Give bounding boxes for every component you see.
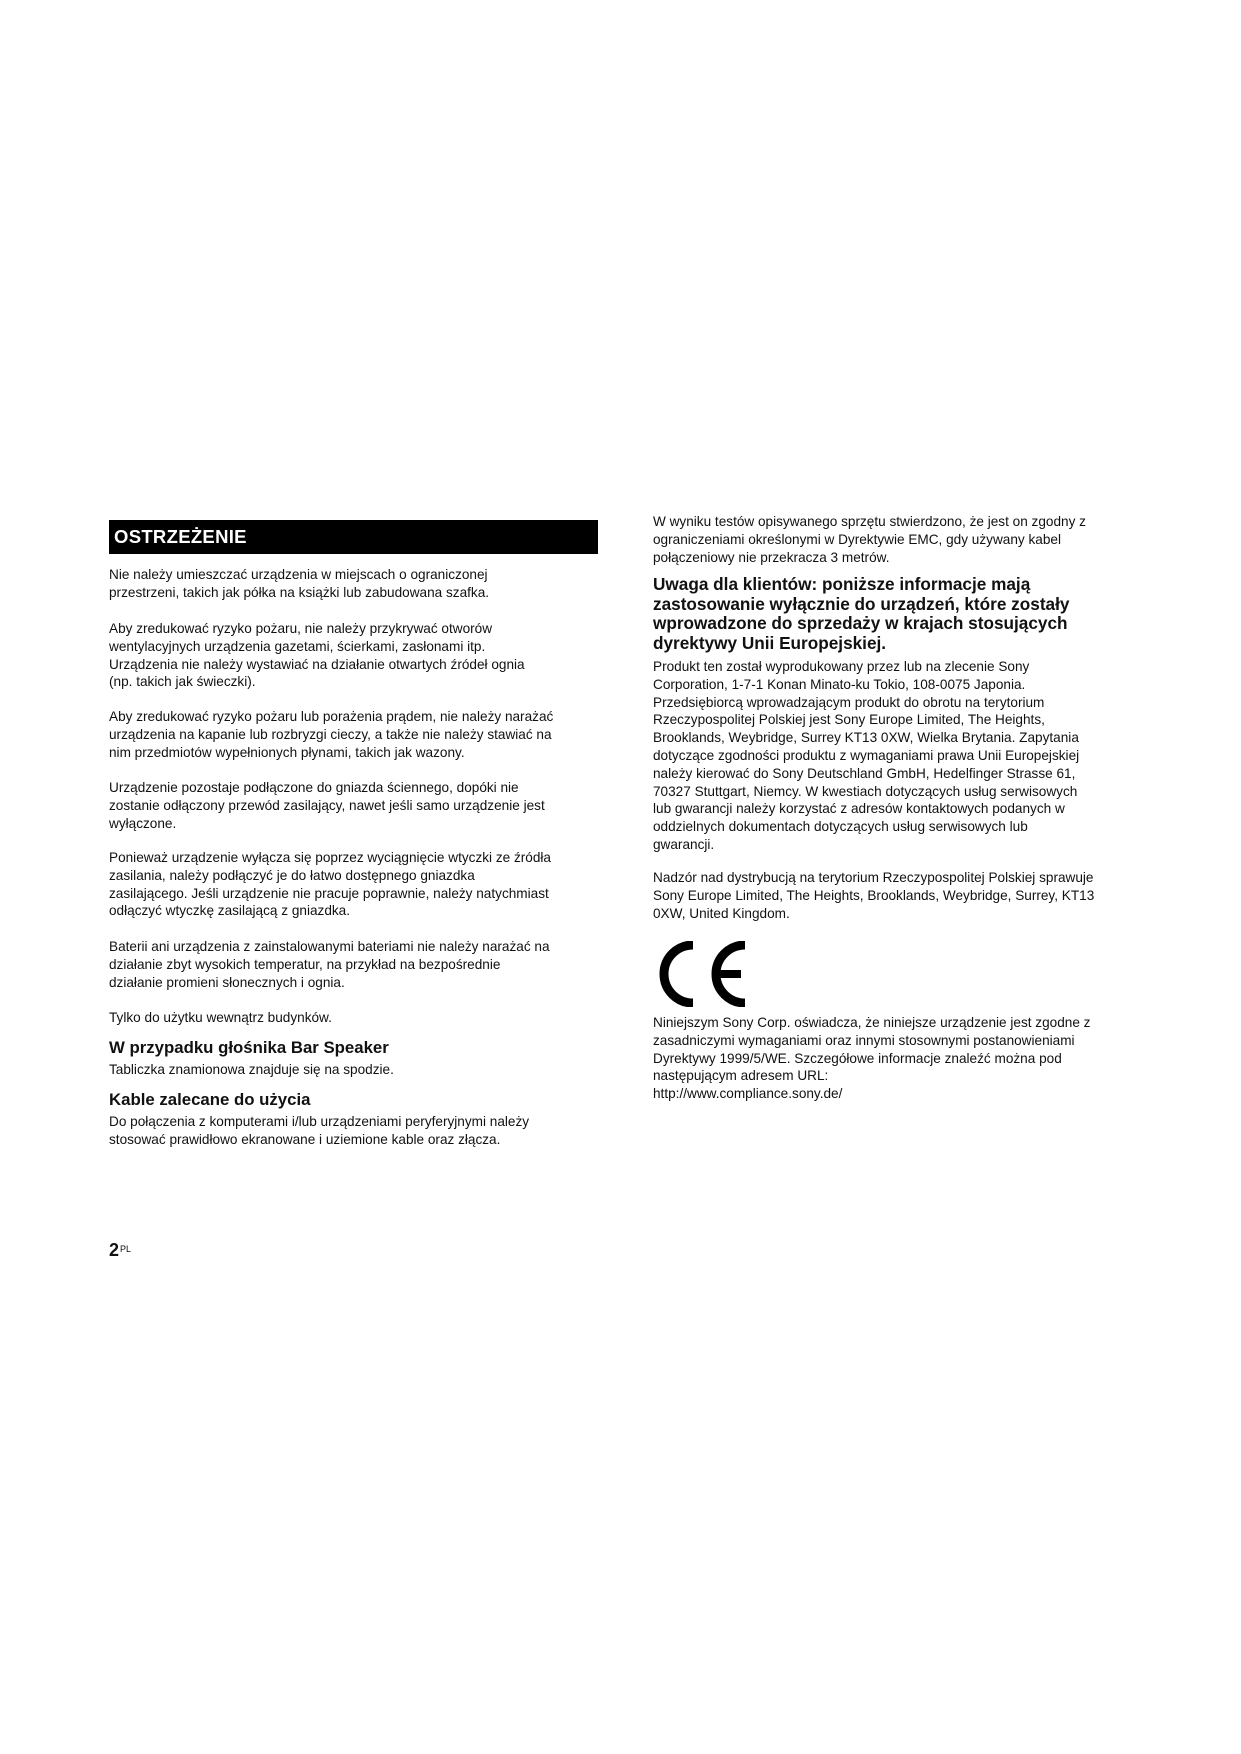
paragraph-confined-space: Nie należy umieszczać urządzenia w miejscach o ograniczonej przestrzeni, takich jak półka na książki lub zabudowana szafka. [109,567,490,600]
paragraph-liquids: Aby zredukować ryzyko pożaru lub porażenia prądem, nie należy narażać urządzenia na kapanie lub rozbryzgi cieczy, a także nie należy stawiać na nim przedmiotów wypełnionych płynami, takich jak wazony. [109,709,554,760]
paragraph-cables: Do połączenia z komputerami i/lub urządzeniami peryferyjnymi należy stosować prawidłowo ekranowane i uziemione kable oraz złącza. [109,1114,530,1147]
page-number [109,1240,131,1260]
paragraph-declaration: Niniejszym Sony Corp. oświadcza, że niniejsze urządzenie jest zgodne z zasadniczymi wymaganiami oraz innymi stosownymi postanowieniami Dyrektywy 1999/5/WE. Szczegółowe informacje znaleźć można pod następującym adresem URL: http://www.compliance.sony.de/ [653,1015,1091,1102]
language-code: PL [120,1244,132,1254]
heading-bar-speaker: W przypadku głośnika Bar Speaker [109,1038,389,1057]
paragraph-supervision: Nadzór nad dystrybucją na terytorium Rzeczypospolitej Polskiej sprawuje Sony Europe Limited, The Heights, Brooklands, Weybridge, Surrey, KT13 0XW, United Kingdom. [653,870,1095,921]
paragraph-nameplate: Tabliczka znamionowa znajduje się na spodzie. [109,1062,394,1077]
heading-eu-customers: Uwaga dla klientów: poniższe informacje mają zastosowanie wyłącznie do urządzeń, które zostały wprowadzone do sprzedaży w krajach stosujących dyrektywy Unii Europejskiej. [653,574,1070,653]
paragraph-emc: W wyniku testów opisywanego sprzętu stwierdzono, że jest on zgodny z ograniczeniami określonymi w Dyrektywie EMC, gdy używany kabel połączeniowy nie przekracza 3 metrów. [653,514,1086,565]
warning-title-bar: OSTRZEŻENIE [109,520,598,554]
paragraph-batteries: Baterii ani urządzenia z zainstalowanymi bateriami nie należy narażać na działanie zbyt wysokich temperatur, na przykład na bezpośrednie działanie promieni słonecznych i ognia. [109,939,550,990]
paragraph-wall-outlet: Urządzenie pozostaje podłączone do gniazda ściennego, dopóki nie zostanie odłączony przewód zasilający, nawet jeśli samo urządzenie jest wyłączone. [109,780,545,831]
paragraph-indoor-use: Tylko do użytku wewnątrz budynków. [109,1010,332,1025]
paragraph-eu-info: Produkt ten został wyprodukowany przez lub na zlecenie Sony Corporation, 1-7-1 Konan Minato-ku Tokio, 108-0075 Japonia. Przedsiębiorcą wprowadzającym produkt do obrotu na terytorium Rzeczypospolitej Polskiej jest Sony Europe Limited, The Heights, Brooklands, Weybridge, Surrey KT13 0XW, Wielka Brytania. Zapytania dotyczące zgodności produktu z wymaganiami prawa Unii Europejskiej należy kierować do Sony Deutschland GmbH, Hedelfinger Strasse 61, 70327 Stuttgart, Niemcy. W kwestiach dotyczących usług serwisowych lub gwarancji należy korzystać z adresów kontaktowych podanych w oddzielnych dokumentach dotyczących usług serwisowych lub gwarancji. [653,659,1080,852]
paragraph-ventilation: Aby zredukować ryzyko pożaru, nie należy przykrywać otworów wentylacyjnych urządzenia gazetami, ścierkami, zasłonami itp. Urządzenia nie należy wystawiać na działanie otwartych źródeł ognia (np. takich jak świeczki). [109,621,525,690]
ce-mark-icon [657,941,749,1007]
paragraph-disconnect: Ponieważ urządzenie wyłącza się poprzez wyciągnięcie wtyczki ze źródła zasilania, należy podłączyć je do łatwo dostępnego gniazdka zasilającego. Jeśli urządzenie nie pracuje poprawnie, należy natychmiast odłączyć wtyczkę zasilającą z gniazdka. [109,850,551,919]
page-number-value: 2 [109,1240,120,1260]
heading-recommended-cables: Kable zalecane do użycia [109,1090,311,1109]
